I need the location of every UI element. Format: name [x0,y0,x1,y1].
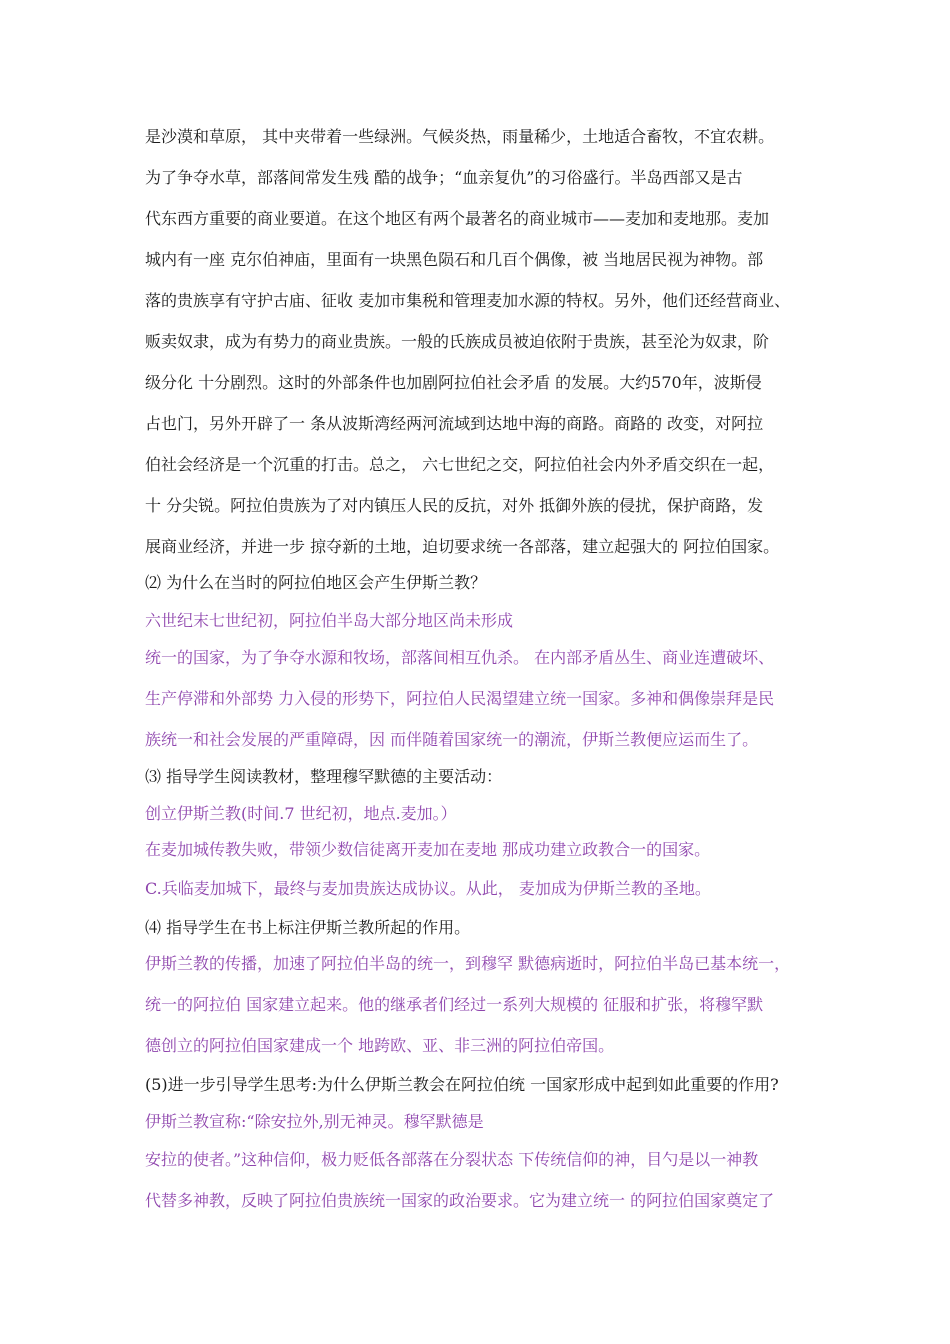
answer-line: 伊斯兰教宣称:“除安拉外,别无神灵。穆罕默德是 [145,1112,484,1131]
body-line: 伯社会经济是一个沉重的打击。总之， 六七世纪之交，阿拉伯社会内外矛盾交织在一起， [145,455,775,474]
body-line: 展商业经济，并进一步 掠夺新的土地，迫切要求统一各部落，建立起强大的 阿拉伯国家。 [145,537,780,556]
question-3: ⑶ 指导学生阅读教材，整理穆罕默德的主要活动： [145,767,503,786]
body-line: 为了争夺水草，部落间常发生残 酷的战争；“血亲复仇”的习俗盛行。半岛西部又是古 [145,168,743,187]
answer-line: 伊斯兰教的传播，加速了阿拉伯半岛的统一，到穆罕 默德病逝时，阿拉伯半岛已基本统一， [145,954,791,973]
body-line: 城内有一座 克尔伯神庙，里面有一块黑色陨石和几百个偶像，被 当地居民视为神物。部 [145,250,764,269]
answer-line: 在麦加城传教失败，带领少数信徒离开麦加在麦地 那成功建立政教合一的国家。 [145,840,711,859]
question-5: (5)进一步引导学生思考:为什么伊斯兰教会在阿拉伯统 一国家形成中起到如此重要的作用? [145,1075,779,1094]
answer-line: 六世纪末七世纪初，阿拉伯半岛大部分地区尚未形成 [145,611,514,630]
answer-line: 统一的阿拉伯 国家建立起来。他的继承者们经过一系列大规模的 征服和扩张，将穆罕默 [145,995,764,1014]
question-2: ⑵ 为什么在当时的阿拉伯地区会产生伊斯兰教？ [145,573,487,592]
answer-line: 安拉的使者。”这种信仰，极力贬低各部落在分裂状态 下传统信仰的神，目勺是以一神教 [145,1150,759,1169]
answer-line: 族统一和社会发展的严重障碍，因 而伴随着国家统一的潮流，伊斯兰教便应运而生了。 [145,730,759,749]
answer-line: 统一的国家，为了争夺水源和牧场，部落间相互仇杀。 在内部矛盾丛生、商业连遭破坏、 [145,648,775,667]
answer-line: 创立伊斯兰教(时间.7 世纪初，地点.麦加。） [145,804,457,823]
body-line: 落的贵族享有守护古庙、征收 麦加市集税和管理麦加水源的特权。另外，他们还经营商业、 [145,291,791,310]
body-line: 十 分尖锐。阿拉伯贵族为了对内镇压人民的反抗，对外 抵御外族的侵扰，保护商路，发 [145,496,764,515]
answer-line: 代替多神教，反映了阿拉伯贵族统一国家的政治要求。它为建立统一 的阿拉伯国家奠定了 [145,1191,775,1210]
answer-line: 德创立的阿拉伯国家建成一个 地跨欧、亚、非三洲的阿拉伯帝国。 [145,1036,615,1055]
answer-line: 生产停滞和外部势 力入侵的形势下，阿拉伯人民渴望建立统一国家。多神和偶像崇拜是民 [145,689,775,708]
body-line: 是沙漠和草原， 其中夹带着一些绿洲。气候炎热，雨量稀少，土地适合畜牧，不宜农耕。 [145,127,775,146]
answer-line: C.兵临麦加城下，最终与麦加贵族达成协议。从此， 麦加成为伊斯兰教的圣地。 [145,879,711,898]
body-line: 贩卖奴隶，成为有势力的商业贵族。一般的氏族成员被迫依附于贵族，甚至沦为奴隶，阶 [145,332,770,351]
question-4: ⑷ 指导学生在书上标注伊斯兰教所起的作用。 [145,918,471,937]
body-line: 级分化 十分剧烈。这时的外部条件也加剧阿拉伯社会矛盾 的发展。大约570年，波斯侵 [145,373,762,392]
body-line: 占也门，另外开辟了一 条从波斯湾经两河流域到达地中海的商路。商路的 改变，对阿拉 [145,414,764,433]
body-line: 代东西方重要的商业要道。在这个地区有两个最著名的商业城市——麦加和麦地那。麦加 [145,209,770,228]
